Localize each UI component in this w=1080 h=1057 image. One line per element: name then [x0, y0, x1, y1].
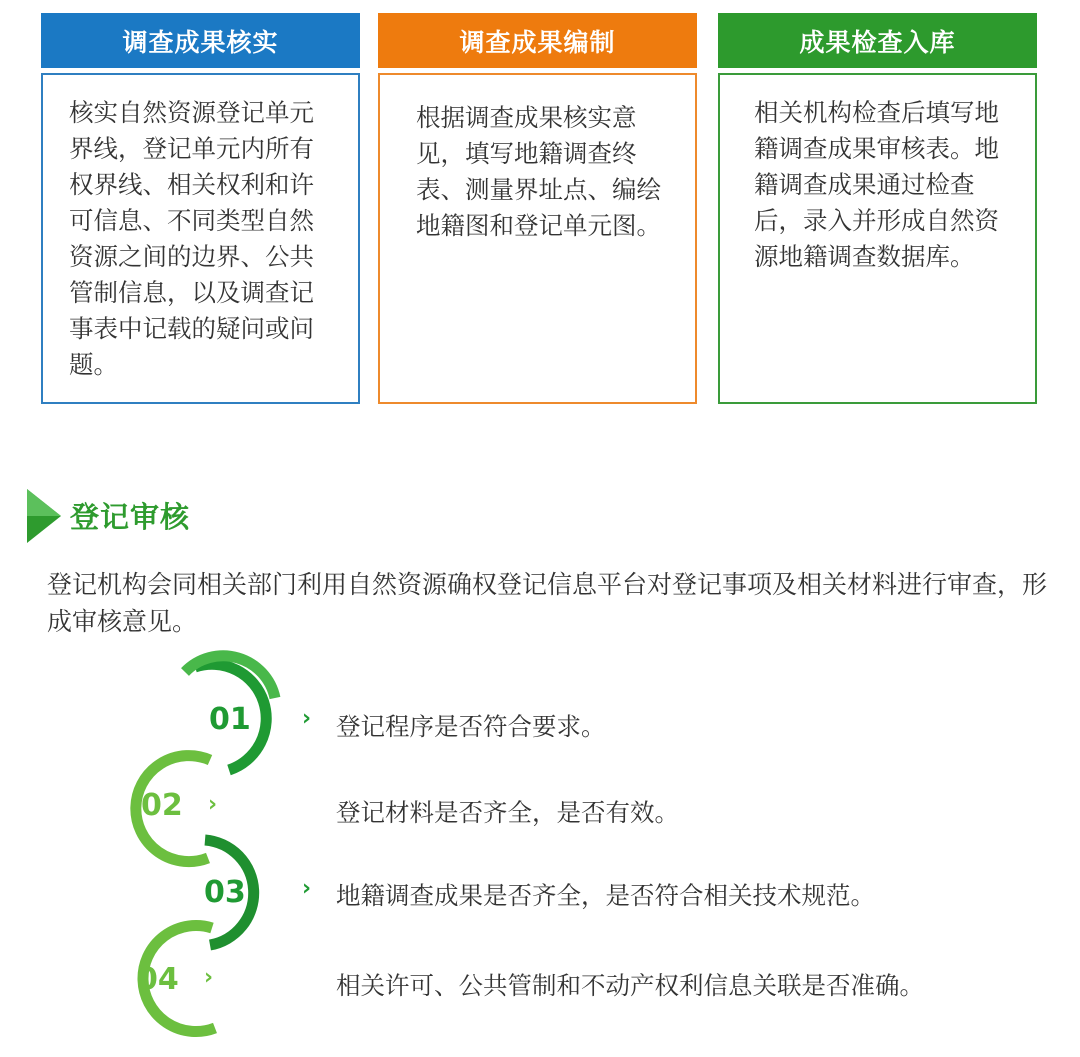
card-body: 根据调查成果核实意见，填写地籍调查终表、测量界址点、编绘地籍图和登记单元图。 — [378, 73, 697, 404]
step-text-02: 登记材料是否齐全，是否有效。 — [336, 798, 679, 827]
triangle-marker-icon — [25, 487, 65, 545]
step-text-04: 相关许可、公共管制和不动产权利信息关联是否准确。 — [336, 971, 924, 1000]
card-body: 核实自然资源登记单元界线，登记单元内所有权界线、相关权利和许可信息、不同类型自然资源之间的边界、公共管制信息，以及调查记事表中记载的疑问或问题。 — [41, 73, 360, 404]
section-title: 登记审核 — [70, 500, 191, 534]
chevron-right-icon: › — [204, 965, 214, 990]
card-survey-compilation — [378, 13, 697, 404]
step-number-04: 04 — [137, 962, 179, 997]
section-intro: 登记机构会同相关部门利用自然资源确权登记信息平台对登记事项及相关材料进行审查，形成审核意见。 — [47, 570, 1048, 636]
card-title: 调查成果核实 — [41, 13, 360, 68]
step-number-02: 02 — [141, 788, 183, 823]
card-body: 相关机构检查后填写地籍调查成果审核表。地籍调查成果通过检查后，录入并形成自然资源地籍调查数据库。 — [718, 73, 1037, 404]
chevron-right-icon: › — [208, 792, 218, 817]
step-number-01: 01 — [209, 702, 251, 737]
chevron-right-icon: › — [302, 706, 312, 731]
card-title: 成果检查入库 — [718, 13, 1037, 68]
step-text-03: 地籍调查成果是否齐全，是否符合相关技术规范。 — [336, 881, 875, 910]
step-text-01: 登记程序是否符合要求。 — [336, 712, 606, 741]
card-title: 调查成果编制 — [378, 13, 697, 68]
card-survey-verification — [41, 13, 360, 404]
step-number-03: 03 — [204, 875, 246, 910]
chevron-right-icon: › — [302, 876, 312, 901]
card-inspection-storage — [718, 13, 1037, 404]
